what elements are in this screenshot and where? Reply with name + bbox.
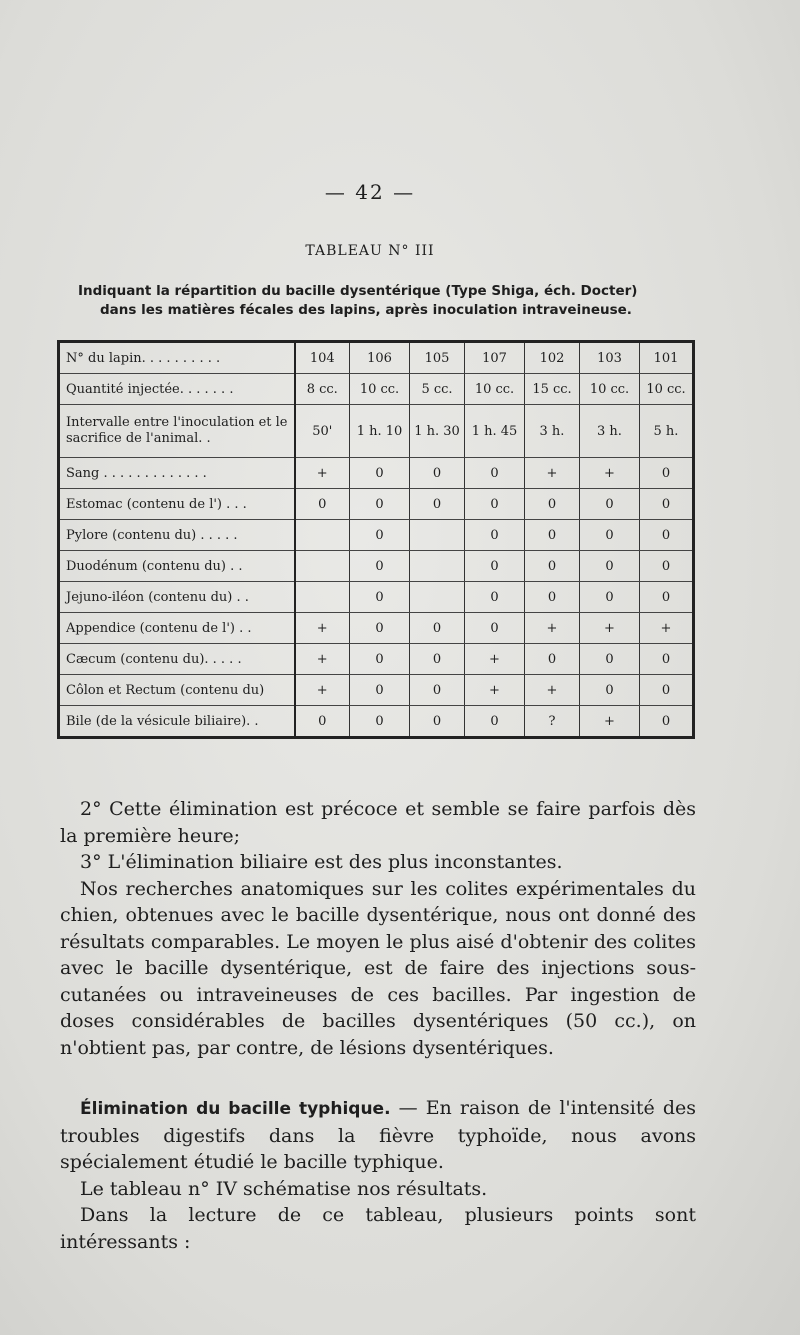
table-cell: + [525,458,580,489]
table-cell: 0 [465,458,525,489]
table-row [59,644,694,675]
table-cell: 0 [580,675,640,706]
table-row [59,582,694,613]
table-cell: 0 [410,613,465,644]
table-cell: 0 [350,613,410,644]
table-row [59,374,694,405]
row-label: Côlon et Rectum (contenu du) [59,675,295,706]
table-cell: 0 [465,520,525,551]
table-cell: 103 [580,342,640,374]
table-cell: 0 [350,644,410,675]
paragraph: Dans la lecture de ce tableau, plusieurs points sont intéressants : [60,1204,696,1253]
paragraph: Le tableau n° IV schématise nos résultats. [80,1177,488,1200]
table-row [59,675,694,706]
table-caption [78,282,698,320]
table-cell: + [580,458,640,489]
body-text [60,796,696,1061]
table-cell: 3 h. [525,405,580,458]
section-heading: Élimination du bacille typhique. [80,1099,391,1119]
row-label: Duodénum (contenu du) . . [59,551,295,582]
table-cell: 5 cc. [410,374,465,405]
typhoid-section [60,1095,696,1255]
table-row [59,551,694,582]
table-row [59,613,694,644]
table-cell: 0 [640,582,694,613]
table-cell: 0 [580,551,640,582]
table-cell: 5 h. [640,405,694,458]
table-cell: 0 [580,520,640,551]
table-cell: 0 [295,489,350,520]
table-cell: + [465,675,525,706]
table-cell: 0 [525,644,580,675]
table-cell: 15 cc. [525,374,580,405]
table-row [59,458,694,489]
row-label: Bile (de la vésicule biliaire). . [59,706,295,738]
table-cell: + [295,613,350,644]
table-cell: 0 [350,520,410,551]
table-cell: + [295,644,350,675]
table-cell: 10 cc. [640,374,694,405]
caption-line-1: Indiquant la répartition du bacille dysentérique (Type Shiga, éch. Docter) [78,283,638,299]
table-cell: 0 [465,551,525,582]
paragraph: 3° L'élimination biliaire est des plus inconstantes. [80,851,563,873]
table-cell [410,520,465,551]
table-cell: + [525,675,580,706]
table-cell: 0 [525,551,580,582]
table-cell: 0 [640,489,694,520]
row-header-label: N° du lapin. . . . . . . . . . [59,342,295,374]
table-cell: 0 [350,675,410,706]
table-title: TABLEAU N° III [305,243,435,259]
table-cell: 0 [465,582,525,613]
table-cell [410,551,465,582]
table-row [59,405,694,458]
table-cell: 0 [465,489,525,520]
results-table [57,340,695,739]
table-cell: 0 [465,613,525,644]
table-cell: + [525,613,580,644]
table-cell: + [465,644,525,675]
table-cell [295,582,350,613]
row-header-label: Intervalle entre l'inoculation et le sacrifice de l'animal. . [59,405,295,458]
table-row [59,706,694,738]
table-cell: + [640,613,694,644]
table-cell: 0 [640,458,694,489]
table-cell: + [580,613,640,644]
table-cell [295,520,350,551]
table-cell: 0 [350,551,410,582]
paragraph: Nos recherches anatomiques sur les colites expérimentales du chien, obtenues avec le bacille dysentérique, nous ont donné des résultats comparables. Le moyen le plus aisé d'obtenir des colites avec le bacille dysentérique, est de faire des injections sous-cutanées ou intraveineuses de ces bacilles. Par ingestion de doses considérables de bacilles dysentériques (50 cc.), on n'obtient pas, par contre, de lésions dysentériques. [60,877,696,1059]
table-cell: 50' [295,405,350,458]
table-cell: 0 [410,489,465,520]
table-cell: 0 [465,706,525,738]
table-cell: 0 [640,644,694,675]
table-cell: 105 [410,342,465,374]
table-cell: 0 [525,520,580,551]
table-cell: 0 [525,582,580,613]
table-cell: 1 h. 45 [465,405,525,458]
table-cell [410,582,465,613]
table-cell: 8 cc. [295,374,350,405]
table-cell: 1 h. 10 [350,405,410,458]
paragraph: 2° Cette élimination est précoce et semble se faire parfois dès la première heure; [60,798,696,847]
table-cell: 0 [295,706,350,738]
table-cell: 10 cc. [580,374,640,405]
table-row [59,489,694,520]
table-row [59,342,694,374]
row-label: Estomac (contenu de l') . . . [59,489,295,520]
table-cell: 1 h. 30 [410,405,465,458]
table-cell: 0 [640,706,694,738]
row-label: Sang . . . . . . . . . . . . . [59,458,295,489]
table-cell: 0 [410,644,465,675]
table-cell: 0 [580,582,640,613]
table-cell: + [295,675,350,706]
table-cell: 104 [295,342,350,374]
table-cell: 3 h. [580,405,640,458]
page-number: — 42 — [324,180,416,204]
table-cell: 0 [640,551,694,582]
table-cell: 0 [640,520,694,551]
table-cell: 0 [350,706,410,738]
row-label: Pylore (contenu du) . . . . . [59,520,295,551]
table-cell: 10 cc. [465,374,525,405]
table-cell: 10 cc. [350,374,410,405]
table-cell: 0 [350,489,410,520]
table-cell: 101 [640,342,694,374]
row-header-label: Quantité injectée. . . . . . . [59,374,295,405]
table-cell: + [295,458,350,489]
table-cell: 0 [410,675,465,706]
table-cell: 0 [525,489,580,520]
section-paragraph [60,1095,696,1176]
table-cell: 107 [465,342,525,374]
table-cell [295,551,350,582]
table-cell: + [580,706,640,738]
section-text: — En raison de l'intensité des troubles digestifs dans la fièvre typhoïde, nous avons spécialement étudié le bacille typhique. [60,1097,696,1173]
row-label: Cæcum (contenu du). . . . . [59,644,295,675]
table-cell: 0 [640,675,694,706]
table-cell: 0 [410,706,465,738]
table-cell: 0 [580,644,640,675]
row-label: Jejuno-iléon (contenu du) . . [59,582,295,613]
table-cell: 0 [580,489,640,520]
caption-line-2: dans les matières fécales des lapins, après inoculation intraveineuse. [100,302,632,318]
row-label: Appendice (contenu de l') . . [59,613,295,644]
table-cell: 0 [350,458,410,489]
table-row [59,520,694,551]
table-cell: 106 [350,342,410,374]
table-cell: 102 [525,342,580,374]
table-cell: 0 [410,458,465,489]
table-cell: 0 [350,582,410,613]
table-cell: ? [525,706,580,738]
